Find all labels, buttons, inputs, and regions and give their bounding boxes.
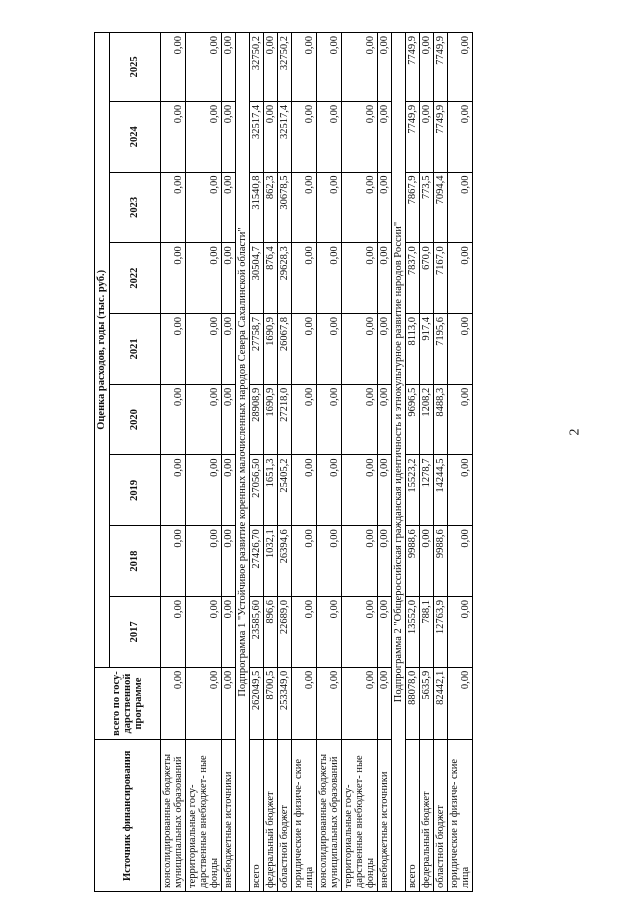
financing-table [94,32,473,892]
cell-value: 0,00 [448,314,473,385]
cell-value: 1278,7 [420,455,434,526]
cell-value: 0,00 [161,596,186,667]
cell-value: 0,00 [264,101,278,172]
cell-value: 7094,4 [434,172,448,243]
table-row [292,33,317,892]
cell-value: 9988,6 [434,526,448,597]
cell-value: 27218,0 [278,384,292,455]
cell-value: 0,00 [222,172,236,243]
table-row [250,33,264,892]
cell-value: 0,00 [161,172,186,243]
subprogram-row [392,33,406,892]
row-label: федеральный бюджет [264,740,278,892]
cell-value: 0,00 [292,172,317,243]
cell-value: 0,00 [222,596,236,667]
cell-value: 30504,7 [250,243,264,314]
table-row [342,33,378,892]
header-year: 2024 [110,101,161,172]
cell-value: 773,5 [420,172,434,243]
header-year: 2023 [110,172,161,243]
cell-value: 0,00 [448,455,473,526]
header-estimate: Оценка расходов, годы (тыс. руб.) [95,33,110,668]
cell-value: 5635,9 [420,667,434,740]
cell-value: 0,00 [448,526,473,597]
row-label: территориальные госу- дарственные внебюджет- ные фонды [186,740,222,892]
cell-value: 0,00 [186,33,222,102]
cell-value: 0,00 [222,384,236,455]
cell-value: 32750,2 [278,33,292,102]
header-source: Источник финансирования [95,740,161,892]
cell-value: 0,00 [317,384,342,455]
cell-value: 8113,0 [406,314,420,385]
cell-value: 0,00 [292,526,317,597]
cell-value: 7195,6 [434,314,448,385]
cell-value: 0,00 [161,33,186,102]
cell-value: 0,00 [317,314,342,385]
cell-value: 1690,9 [264,314,278,385]
cell-value: 7867,9 [406,172,420,243]
cell-value: 0,00 [448,33,473,102]
cell-value: 0,00 [222,243,236,314]
row-label: всего [406,740,420,892]
cell-value: 0,00 [161,101,186,172]
cell-value: 0,00 [161,455,186,526]
cell-value: 0,00 [317,455,342,526]
cell-value: 262049,5 [250,667,264,740]
table-row [317,33,342,892]
cell-value: 12763,9 [434,596,448,667]
cell-value: 0,00 [186,101,222,172]
table-row [264,33,278,892]
cell-value: 0,00 [161,667,186,740]
cell-value: 0,00 [378,33,392,102]
cell-value: 788,1 [420,596,434,667]
cell-value: 7749,9 [434,101,448,172]
cell-value: 0,00 [222,314,236,385]
cell-value: 0,00 [317,526,342,597]
cell-value: 917,4 [420,314,434,385]
cell-value: 0,00 [264,33,278,102]
cell-value: 0,00 [448,243,473,314]
cell-value: 0,00 [186,243,222,314]
cell-value: 27758,7 [250,314,264,385]
header-year: 2020 [110,384,161,455]
cell-value: 0,00 [292,314,317,385]
cell-value: 0,00 [342,596,378,667]
cell-value: 0,00 [317,243,342,314]
cell-value: 0,00 [448,667,473,740]
table-rotated-content [94,32,562,892]
cell-value: 0,00 [222,33,236,102]
table-body [161,33,473,892]
cell-value: 0,00 [186,384,222,455]
cell-value: 0,00 [448,384,473,455]
cell-value: 0,00 [378,596,392,667]
cell-value: 8700,5 [264,667,278,740]
row-label: внебюджетные источники [378,740,392,892]
cell-value: 29628,3 [278,243,292,314]
cell-value: 0,00 [342,101,378,172]
table-row [278,33,292,892]
cell-value: 0,00 [292,101,317,172]
cell-value: 0,00 [378,384,392,455]
cell-value: 0,00 [448,596,473,667]
cell-value: 0,00 [342,33,378,102]
cell-value: 0,00 [448,172,473,243]
cell-value: 0,00 [420,526,434,597]
cell-value: 0,00 [292,243,317,314]
row-label: федеральный бюджет [420,740,434,892]
cell-value: 0,00 [186,526,222,597]
cell-value: 31540,8 [250,172,264,243]
cell-value: 32517,4 [278,101,292,172]
cell-value: 26067,8 [278,314,292,385]
cell-value: 32750,2 [250,33,264,102]
header-year: 2018 [110,526,161,597]
cell-value: 0,00 [317,667,342,740]
cell-value: 32517,4 [250,101,264,172]
table-row [434,33,448,892]
table-row [420,33,434,892]
cell-value: 0,00 [317,172,342,243]
cell-value: 0,00 [342,667,378,740]
cell-value: 896,6 [264,596,278,667]
cell-value: 15523,2 [406,455,420,526]
cell-value: 25405,2 [278,455,292,526]
cell-value: 0,00 [222,455,236,526]
table-header [95,33,161,892]
header-year: 2019 [110,455,161,526]
cell-value: 27056,50 [250,455,264,526]
cell-value: 0,00 [317,101,342,172]
cell-value: 0,00 [420,101,434,172]
cell-value: 0,00 [378,667,392,740]
header-year: 2022 [110,243,161,314]
row-label: всего [250,740,264,892]
cell-value: 26394,6 [278,526,292,597]
cell-value: 0,00 [186,172,222,243]
cell-value: 14244,5 [434,455,448,526]
cell-value: 0,00 [342,455,378,526]
cell-value: 0,00 [186,314,222,385]
cell-value: 862,3 [264,172,278,243]
subprogram-row [236,33,250,892]
cell-value: 8488,3 [434,384,448,455]
cell-value: 27426,70 [250,526,264,597]
cell-value: 0,00 [378,526,392,597]
header-year: 2021 [110,314,161,385]
cell-value: 7167,0 [434,243,448,314]
cell-value: 0,00 [378,101,392,172]
header-year: 2017 [110,596,161,667]
cell-value: 0,00 [292,384,317,455]
cell-value: 0,00 [222,667,236,740]
cell-value: 7749,9 [434,33,448,102]
cell-value: 7749,9 [406,33,420,102]
cell-value: 0,00 [186,596,222,667]
cell-value: 0,00 [342,384,378,455]
table-row [186,33,222,892]
table-row [161,33,186,892]
table-row [378,33,392,892]
row-label: областной бюджет [278,740,292,892]
cell-value: 0,00 [292,667,317,740]
cell-value: 0,00 [342,526,378,597]
cell-value: 0,00 [378,243,392,314]
cell-value: 0,00 [161,243,186,314]
cell-value: 13552,0 [406,596,420,667]
row-label: консолидированные бюджеты муниципальных образований [161,740,186,892]
cell-value: 0,00 [420,33,434,102]
cell-value: 0,00 [317,33,342,102]
cell-value: 0,00 [186,667,222,740]
cell-value: 1651,3 [264,455,278,526]
cell-value: 0,00 [161,526,186,597]
header-total: всего по госу- дарственной программе [95,667,161,740]
cell-value: 0,00 [161,384,186,455]
cell-value: 7837,0 [406,243,420,314]
cell-value: 1208,2 [420,384,434,455]
cell-value: 876,4 [264,243,278,314]
cell-value: 28908,9 [250,384,264,455]
table-row [448,33,473,892]
cell-value: 0,00 [186,455,222,526]
cell-value: 0,00 [161,314,186,385]
subprogram-title: Подпрограмма 1 "Устойчивое развитие коренных малочисленных народов Севера Сахалинской области" [236,33,250,892]
cell-value: 30678,5 [278,172,292,243]
cell-value: 82442,1 [434,667,448,740]
table-row [222,33,236,892]
row-label: областной бюджет [434,740,448,892]
row-label: юридические и физиче- ские лица [292,740,317,892]
cell-value: 0,00 [378,455,392,526]
cell-value: 0,00 [378,172,392,243]
row-label: внебюджетные источники [222,740,236,892]
cell-value: 1032,1 [264,526,278,597]
header-year: 2025 [110,33,161,102]
cell-value: 670,0 [420,243,434,314]
cell-value: 88078,0 [406,667,420,740]
cell-value: 7749,9 [406,101,420,172]
cell-value: 22689,0 [278,596,292,667]
cell-value: 253349,0 [278,667,292,740]
cell-value: 0,00 [342,314,378,385]
cell-value: 0,00 [292,33,317,102]
cell-value: 0,00 [292,455,317,526]
cell-value: 0,00 [448,101,473,172]
cell-value: 0,00 [317,596,342,667]
cell-value: 0,00 [222,101,236,172]
cell-value: 0,00 [342,172,378,243]
row-label: юридические и физиче- ские лица [448,740,473,892]
cell-value: 0,00 [222,526,236,597]
table-rotation-frame [94,32,562,892]
cell-value: 9988,6 [406,526,420,597]
cell-value: 0,00 [342,243,378,314]
page-number: 2 [567,428,583,436]
cell-value: 9696,5 [406,384,420,455]
cell-value: 1690,9 [264,384,278,455]
row-label: консолидированные бюджеты муниципальных образований [317,740,342,892]
table-row [406,33,420,892]
subprogram-title: Подпрограмма 2 "Общероссийская гражданская идентичность и этнокультурное развитие народов России" [392,33,406,892]
cell-value: 0,00 [292,596,317,667]
row-label: территориальные госу- дарственные внебюджет- ные фонды [342,740,378,892]
cell-value: 23585,60 [250,596,264,667]
cell-value: 0,00 [378,314,392,385]
